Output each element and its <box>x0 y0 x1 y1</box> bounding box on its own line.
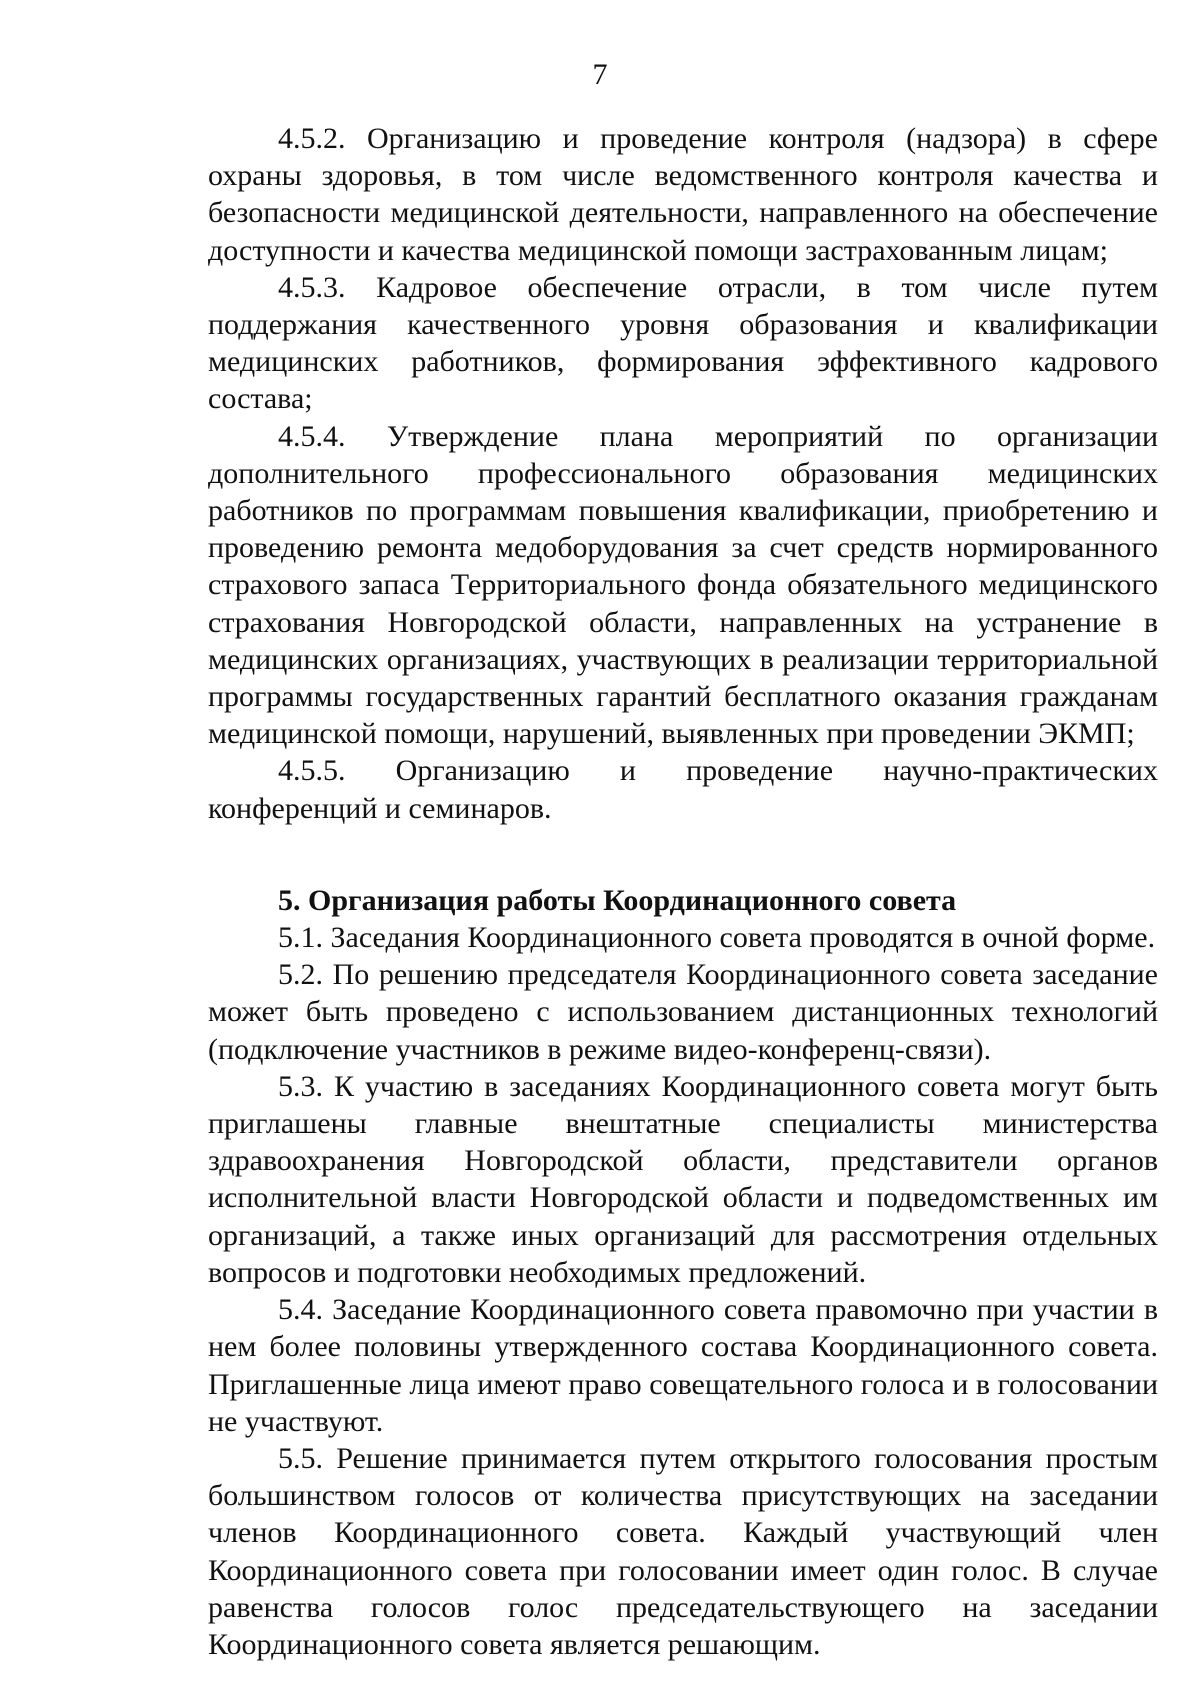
document-body <box>208 120 1158 1663</box>
paragraph-5-5: 5.5. Решение принимается путем открытого голосования простым большинством голосов от количества присутствующих на заседании членов Координационного совета. Каждый участвующий член Координационного совета при голосовании имеет один голос. В случае равенства голосов голос председательствующего на заседании Координационного совета является решающим. <box>208 1441 1158 1661</box>
paragraph-4-5-3: 4.5.3. Кадровое обеспечение отрасли, в том числе путем поддержания качественного уровня образования и квалификации медицинских работников, формирования эффективного кадрового состава; <box>208 270 1158 416</box>
paragraph-4-5-5: 4.5.5. Организацию и проведение научно-практических конференций и семинаров. <box>208 754 1158 825</box>
page-number: 7 <box>592 58 608 91</box>
section-5-heading: 5. Организация работы Координационного совета <box>278 883 957 917</box>
paragraph-4-5-2: 4.5.2. Организацию и проведение контроля (надзора) в сфере охраны здоровья, в том числе ведомственного контроля качества и безопасности медицинской деятельности, направленного на обеспечение доступности и качества медицинской помощи застрахованным лицам; <box>208 122 1158 267</box>
paragraph-5-1: 5.1. Заседания Координационного совета проводятся в очной форме. <box>278 921 1156 955</box>
paragraph-5-4: 5.4. Заседание Координационного совета правомочно при участии в нем более половины утвержденного состава Координационного совета. Приглашенные лица имеют право совещательного голоса и в голосовании не участвуют. <box>208 1293 1158 1438</box>
paragraph-5-2: 5.2. По решению председателя Координационного совета заседание может быть проведено с использованием дистанционных технологий (подключение участников в режиме видео-конференц-связи). <box>208 958 1158 1066</box>
paragraph-4-5-4: 4.5.4. Утверждение плана мероприятий по организации дополнительного профессионального образования медицинских работников по программам повышения квалификации, приобретению и проведению ремонта медоборудования за счет средств нормированного страхового запаса Территориального фонда обязательного медицинского страхования Новгородской области, направленных на устранение в медицинских организациях, участвующих в реализации территориальной программы государственных гарантий бесплатного оказания гражданам медицинской помощи, нарушений, выявленных при проведении ЭКМП; <box>208 419 1158 751</box>
paragraph-5-3: 5.3. К участию в заседаниях Координационного совета могут быть приглашены главные внештатные специалисты министерства здравоохранения Новгородской области, представители органов исполнительной власти Новгородской области и подведомственных им организаций, а также иных организаций для рассмотрения отдельных вопросов и подготовки необходимых предложений. <box>208 1069 1158 1289</box>
